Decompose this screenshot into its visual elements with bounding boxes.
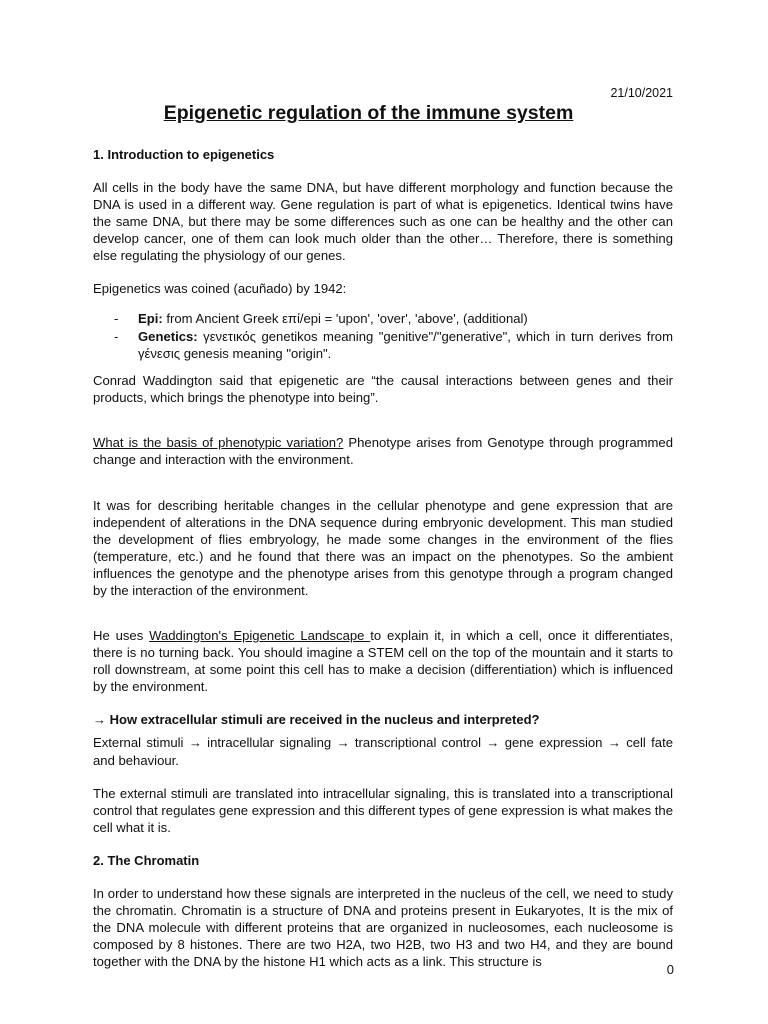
definition-genetics: γενετικός genetikos meaning "genitive"/"generative", which in turn derives from γένεσις genesis meaning "origin".	[138, 328, 673, 361]
definition-epi: from Ancient Greek επί/epi = 'upon', 'over', 'above', (additional)	[162, 310, 528, 326]
phenotype-answer: Phenotype arises from Genotype through programmed change and interaction with the environment.	[93, 435, 673, 468]
term-epi: Epi:	[138, 310, 163, 326]
landscape-pre: He uses	[93, 628, 150, 644]
document-date: 21/10/2021	[610, 86, 673, 100]
etymology-list	[93, 310, 673, 363]
paragraph-landscape	[93, 627, 673, 695]
term-genetics: Genetics:	[138, 328, 198, 344]
paragraph-phenotypic-variation	[93, 434, 673, 468]
paragraph-signal-chain: External stimuli → intracellular signaling → transcriptional control → gene expression → cell fate and behaviour.	[93, 735, 673, 768]
underlined-question: What is the basis of phenotypic variation?	[93, 435, 344, 451]
paragraph-waddington-quote: Conrad Waddington said that epigenetic are “the causal interactions between genes and their products, which brings the phenotype into being”.	[93, 373, 673, 406]
document-body	[93, 146, 673, 986]
list-item-epi	[93, 310, 673, 327]
page-number: 0	[666, 962, 674, 977]
landscape-rest: to explain it, in which a cell, once it differentiates, there is no turning back. You should imagine a STEM cell on the top of the mountain and it starts to roll downstream, at some point this cell has to make a decision (differentiation) which is influenced by the environment.	[93, 628, 674, 695]
paragraph-heritable-changes: It was for describing heritable changes in the cellular phenotype and gene expression that are independent of alterations in the DNA sequence during embryonic development. This man studied the development of flies embryology, he made some changes in the environment of the flies (temperature, etc.) and he found that there was an impact on the phenotypes. So the ambient influences the genotype and the phenotype arises from this genotype through a program changed by the interaction of the environment.	[93, 497, 673, 599]
section-heading-introduction: 1. Introduction to epigenetics	[93, 147, 275, 162]
paragraph-intro: All cells in the body have the same DNA, but have different morphology and function because the DNA is used in a different way. Gene regulation is part of what is epigenetics. Identical twins have the same DNA, but there may be some differences such as one can be healthy and the other can develop cancer, one of them can look much older than the other… Therefore, there is something else regulating the physiology of our genes.	[93, 180, 673, 264]
document-title: Epigenetic regulation of the immune system	[163, 102, 574, 124]
paragraph-coined: Epigenetics was coined (acuñado) by 1942:	[93, 281, 347, 297]
epigenetic-landscape-link[interactable]: Waddington's Epigenetic Landscape	[149, 628, 371, 644]
paragraph-signal-explanation: The external stimuli are translated into intracellular signaling, this is translated into a transcriptional control that regulates gene expression and this different types of gene expression is what makes the cell what it is.	[93, 785, 673, 835]
section-heading-chromatin: 2. The Chromatin	[93, 852, 200, 868]
list-item-genetics	[93, 328, 673, 362]
subheading-extracellular-stimuli: → How extracellular stimuli are received in the nucleus and interpreted?	[93, 712, 540, 728]
paragraph-chromatin: In order to understand how these signals are interpreted in the nucleus of the cell, we need to study the chromatin. Chromatin is a structure of DNA and proteins present in Eukaryotes, It is the mix of the DNA molecule with different proteins that are organized in nucleosomes, each nucleosome is composed by 8 histones. There are two H2A, two H2B, two H3 and two H4, and they are bound together with the DNA by the histone H1 which acts as a link. This structure is	[93, 885, 673, 970]
